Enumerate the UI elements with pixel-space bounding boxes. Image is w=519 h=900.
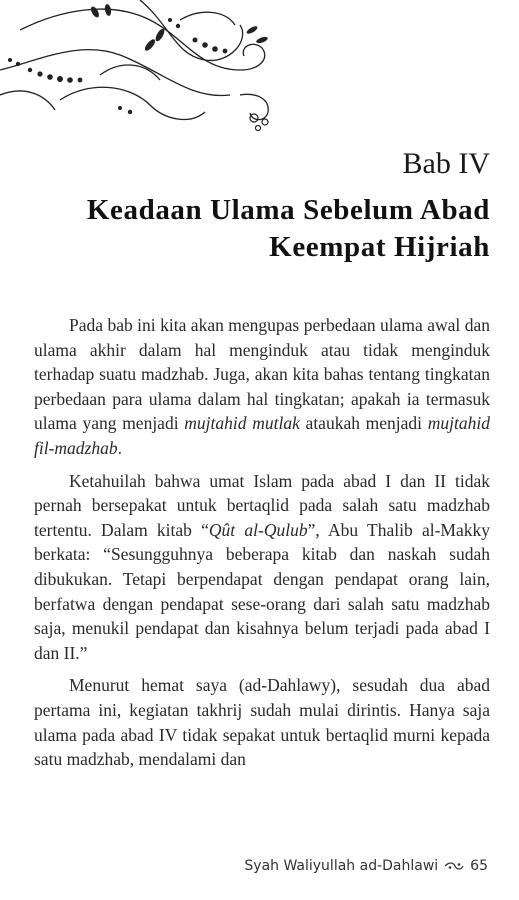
chapter-title: [20, 192, 490, 266]
paragraph-1-text-b: ataukah menjadi: [299, 413, 428, 434]
paragraph-2-text-b: ”, Abu Thalib al-Makky berkata: “Sesungguhnya beberapa kitab dan naskah sudah dibukukan. Tetapi berpendapat dengan pendapat orang lain, berfatwa dengan pendapat sese-orang dari salah satu madzhab saja, menukil pendapat dan kisahnya belum terjadi pada abad I dan II.”: [34, 519, 490, 663]
paragraph-1-text-a: Pada bab ini kita akan mengupas perbedaan ulama awal dan ulama akhir dalam hal menginduk atau tidak menginduk terhadap suatu madzhab. Juga, akan kita bahas tentang tingkatan perbedaan para ulama dalam hal tingkatan; apakah ia termasuk ulama yang menjadi: [34, 315, 490, 434]
paragraph-3: [34, 673, 490, 771]
floral-divider-icon: [444, 861, 464, 871]
paragraph-1-text-c: .: [117, 437, 122, 458]
floral-ornament-icon: [0, 0, 300, 140]
body-text: [34, 313, 490, 780]
chapter-title-line-2: Keempat Hijriah: [269, 231, 490, 263]
paragraph-2: [34, 469, 490, 666]
paragraph-2-text-a: Ketahuilah bahwa umat Islam pada abad I dan II tidak pernah bersepakat untuk bertaqlid pada salah satu madzhab tertentu. Dalam kitab “: [34, 470, 490, 540]
chapter-number: Bab IV: [402, 147, 490, 180]
page-footer: [244, 858, 488, 874]
page-number: 65: [470, 858, 488, 874]
paragraph-1: [34, 313, 490, 461]
chapter-title-line-1: Keadaan Ulama Sebelum Abad: [86, 194, 490, 226]
paragraph-3-text: Menurut hemat saya (ad-Dahlawy), sesudah dua abad pertama ini, kegiatan takhrij sudah mulai dirintis. Hanya saja ulama pada abad IV tidak sepakat untuk bertaqlid murni kepada satu madzhab, mendalami dan: [34, 675, 490, 770]
term-mujtahid-mutlak: mujtahid mutlak: [184, 413, 300, 434]
term-mujtahid-fil-madzhab: mujtahid fil-madzhab: [34, 413, 490, 458]
running-title: Syah Waliyullah ad-Dahlawi: [244, 858, 439, 874]
book-title-qut-al-qulub: Qût al-Qulub: [208, 519, 308, 540]
